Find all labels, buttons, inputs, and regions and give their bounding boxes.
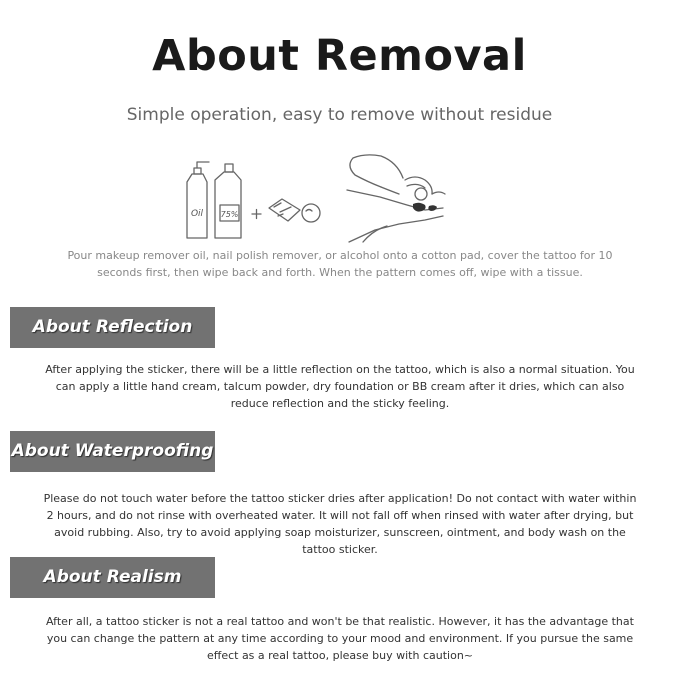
page-subtitle: Simple operation, easy to remove without residue: [126, 105, 553, 125]
section-text-realism: After all, a tattoo sticker is not a real tattoo and won't be that realistic. However, it has the advantage that you can change the pattern at any time according to your mood and environment. If you pursue the same effect as a real tattoo, please buy with caution~: [46, 615, 634, 662]
section-text-reflection: After applying the sticker, there will be a little reflection on the tattoo, which is also a normal situation. You can apply a little hand cream, talcum powder, dry foundation or BB cream after it dries, which can also reduce reflection and the sticky feeling.: [45, 363, 635, 410]
hand-wipe-icon: [347, 155, 445, 242]
section-heading-realism: About Realism: [10, 557, 215, 598]
alcohol-bottle-icon: [215, 164, 241, 238]
oil-bottle-icon: [187, 162, 209, 238]
page-title: About Removal: [152, 31, 527, 81]
alcohol-label: 75%: [220, 210, 239, 219]
section-text-waterproofing: Please do not touch water before the tattoo sticker dries after application! Do not contact with water within 2 hours, and do not rinse with overheated water. It will not fall off when rinsed with water after drying, but avoid rubbing. Also, try to avoid applying soap moisturizer, sunscreen, ointment, and body wash on the tattoo sticker.: [43, 492, 637, 556]
removal-instructions: Pour makeup remover oil, nail polish remover, or alcohol onto a cotton pad, cover the tattoo for 10 seconds first, then wipe back and forth. When the pattern comes off, wipe with a tissue.: [67, 249, 613, 279]
section-heading-waterproofing: About Waterproofing: [10, 431, 215, 472]
section-heading-reflection: About Reflection: [10, 307, 215, 348]
removal-illustration: [175, 150, 475, 250]
oil-label: Oil: [190, 209, 204, 219]
cotton-pad-icon: [269, 199, 320, 222]
